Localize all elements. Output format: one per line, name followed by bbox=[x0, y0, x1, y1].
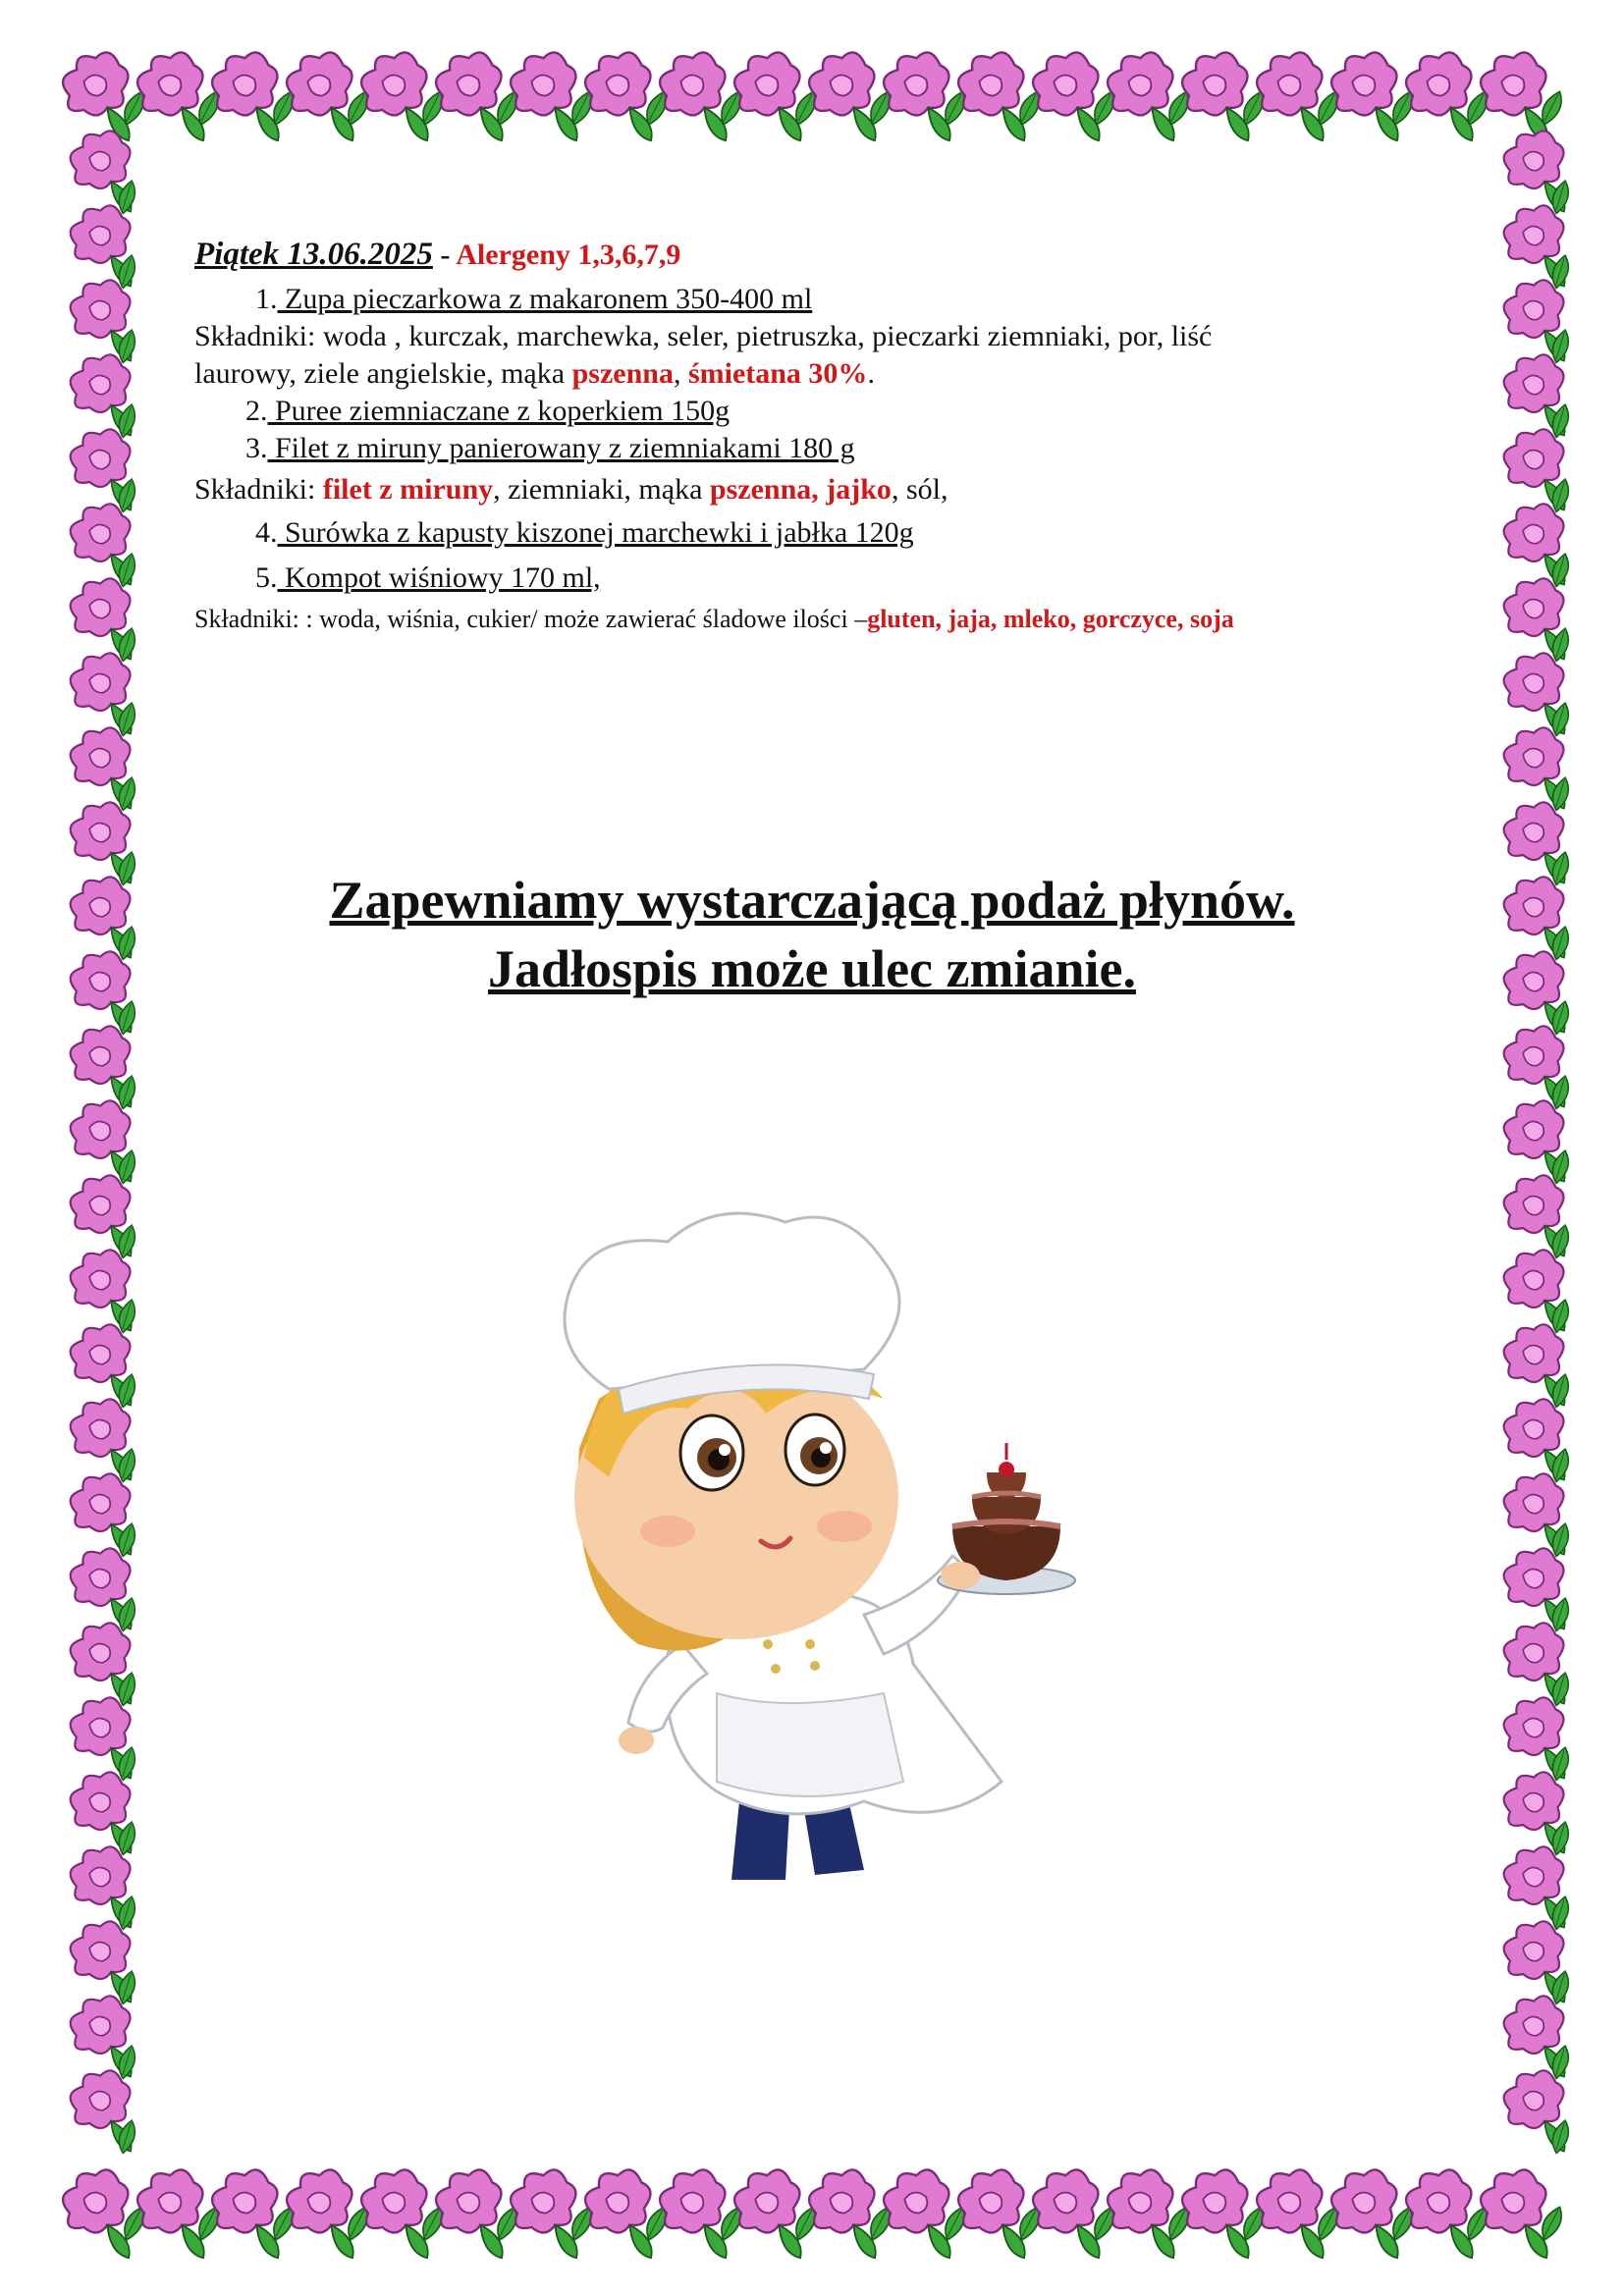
flower-icon bbox=[734, 52, 801, 140]
leaf-icon bbox=[492, 2204, 523, 2243]
flower-icon bbox=[63, 52, 130, 140]
ingredients-5 bbox=[194, 601, 1234, 638]
leaf-icon bbox=[1537, 88, 1568, 128]
flower-icon bbox=[1504, 1100, 1565, 1181]
leaf-icon bbox=[343, 2204, 374, 2243]
leaf-icon bbox=[1548, 2118, 1573, 2155]
menu-date-title: Piątek 13.06.2025 bbox=[194, 237, 433, 272]
flower-icon bbox=[71, 1697, 132, 1778]
item-number: 5. bbox=[255, 561, 278, 594]
leaf-icon bbox=[1548, 1745, 1573, 1782]
flower-icon bbox=[1504, 429, 1565, 509]
leaf-icon bbox=[115, 328, 139, 364]
leaf-icon bbox=[1548, 999, 1573, 1036]
leaf-icon bbox=[417, 2204, 449, 2243]
flower-icon bbox=[71, 280, 132, 360]
item-name: Kompot wiśniowy 170 ml, bbox=[277, 561, 601, 594]
flower-icon bbox=[71, 1996, 132, 2076]
flower-icon bbox=[212, 52, 279, 140]
leaf-icon bbox=[1089, 88, 1120, 128]
flower-icon bbox=[1504, 1473, 1565, 1554]
leaf-icon bbox=[1548, 1969, 1573, 2005]
leaf-icon bbox=[268, 2204, 299, 2243]
leaf-icon bbox=[1014, 2204, 1046, 2243]
leaf-icon bbox=[1548, 1298, 1573, 1334]
leaf-icon bbox=[1548, 626, 1573, 663]
leaf-icon bbox=[119, 2204, 150, 2243]
flower-icon bbox=[585, 52, 652, 140]
leaf-icon bbox=[115, 2118, 139, 2155]
leaf-icon bbox=[1548, 1372, 1573, 1409]
leaf-icon bbox=[268, 88, 299, 128]
leaf-icon bbox=[115, 626, 139, 663]
leaf-icon bbox=[1548, 2044, 1573, 2080]
leaf-icon bbox=[1548, 179, 1573, 215]
leaf-icon bbox=[1548, 477, 1573, 513]
flower-icon bbox=[71, 1026, 132, 1106]
leaf-icon bbox=[115, 2044, 139, 2080]
leaf-icon bbox=[115, 1671, 139, 1707]
flower-icon bbox=[71, 1623, 132, 1703]
flower-icon bbox=[1504, 653, 1565, 733]
flower-icon bbox=[71, 354, 132, 435]
flower-icon bbox=[1406, 2169, 1473, 2258]
leaf-icon bbox=[115, 1522, 139, 1558]
flower-icon bbox=[71, 429, 132, 509]
flower-icon bbox=[884, 52, 950, 140]
leaf-icon bbox=[115, 1223, 139, 1259]
leaf-icon bbox=[1548, 1148, 1573, 1185]
flower-icon bbox=[1504, 131, 1565, 211]
ingredients-1-line1: Składniki: woda , kurczak, marchewka, seler, pietruszka, pieczarki ziemniaki, por, liść bbox=[194, 320, 1213, 352]
leaf-icon bbox=[115, 1820, 139, 1856]
allergen-highlight: pszenna, jajko bbox=[709, 473, 892, 506]
flower-icon bbox=[1182, 2169, 1249, 2258]
leaf-icon bbox=[115, 1596, 139, 1632]
flower-icon bbox=[71, 504, 132, 584]
leaf-icon bbox=[1164, 2204, 1195, 2243]
menu-item-3 bbox=[245, 430, 855, 467]
flower-icon bbox=[1033, 2169, 1100, 2258]
menu-item-2 bbox=[245, 393, 730, 430]
flower-icon bbox=[1504, 1026, 1565, 1106]
leaf-icon bbox=[115, 1298, 139, 1334]
flower-icon bbox=[809, 2169, 876, 2258]
ingredients-text: Składniki: : woda, wiśnia, cukier/ może zawierać śladowe ilości – bbox=[194, 605, 868, 633]
ingredients-text: , ziemniaki, mąka bbox=[493, 473, 710, 506]
flower-icon bbox=[1504, 1623, 1565, 1703]
flower-icon bbox=[71, 1473, 132, 1554]
flower-icon bbox=[1033, 52, 1100, 140]
leaf-icon bbox=[115, 1148, 139, 1185]
flower-icon bbox=[1331, 52, 1398, 140]
flower-icon bbox=[958, 2169, 1025, 2258]
leaf-icon bbox=[492, 88, 523, 128]
flower-icon bbox=[71, 727, 132, 808]
flower-icon bbox=[1481, 52, 1547, 140]
flower-icon bbox=[1504, 1399, 1565, 1479]
item-number: 1. bbox=[255, 283, 278, 315]
menu-item-5 bbox=[255, 560, 601, 597]
menu-item-1 bbox=[255, 281, 812, 318]
item-name: Surówka z kapusty kiszonej marchewki i jabłka 120g bbox=[277, 516, 914, 549]
leaf-icon bbox=[1548, 1820, 1573, 1856]
item-name: Filet z miruny panierowany z ziemniakami 180 g bbox=[267, 432, 855, 464]
flower-icon bbox=[1504, 354, 1565, 435]
flower-icon bbox=[71, 1399, 132, 1479]
leaf-icon bbox=[1548, 402, 1573, 439]
flower-icon bbox=[1504, 1175, 1565, 1255]
leaf-icon bbox=[567, 88, 598, 128]
flower-icon bbox=[1504, 727, 1565, 808]
leaf-icon bbox=[940, 2204, 971, 2243]
leaf-icon bbox=[716, 88, 747, 128]
leaf-icon bbox=[641, 2204, 673, 2243]
leaf-icon bbox=[1548, 552, 1573, 588]
menu-item-4 bbox=[255, 514, 914, 552]
flower-icon bbox=[287, 52, 353, 140]
flower-icon bbox=[1504, 205, 1565, 286]
leaf-icon bbox=[115, 999, 139, 1036]
leaf-icon bbox=[115, 1969, 139, 2005]
item-name: Puree ziemniaczane z koperkiem 150g bbox=[267, 395, 731, 427]
flower-icon bbox=[137, 52, 204, 140]
leaf-icon bbox=[1238, 88, 1270, 128]
flower-icon bbox=[212, 2169, 279, 2258]
leaf-icon bbox=[1014, 88, 1046, 128]
notice-line-1: Zapewniamy wystarczającą podaż płynów. bbox=[329, 871, 1295, 930]
flower-icon bbox=[63, 2169, 130, 2258]
flower-icon bbox=[71, 653, 132, 733]
flower-icon bbox=[71, 1548, 132, 1629]
leaf-icon bbox=[343, 88, 374, 128]
flower-icon bbox=[511, 2169, 577, 2258]
leaf-icon bbox=[716, 2204, 747, 2243]
leaf-icon bbox=[115, 701, 139, 737]
ingredients-text: Składniki: bbox=[194, 473, 323, 506]
leaf-icon bbox=[567, 2204, 598, 2243]
leaf-icon bbox=[193, 2204, 225, 2243]
flower-icon bbox=[1504, 1921, 1565, 2002]
item-number: 4. bbox=[255, 516, 278, 549]
leaf-icon bbox=[1313, 2204, 1344, 2243]
flower-icon bbox=[660, 2169, 727, 2258]
leaf-icon bbox=[1548, 253, 1573, 290]
flower-icon bbox=[71, 2070, 132, 2151]
ingredients-text: , sól, bbox=[891, 473, 948, 506]
flower-icon bbox=[1504, 280, 1565, 360]
flower-icon bbox=[71, 131, 132, 211]
leaf-icon bbox=[1387, 88, 1419, 128]
leaf-icon bbox=[1313, 88, 1344, 128]
flower-icon bbox=[1504, 1846, 1565, 1927]
flower-icon bbox=[958, 52, 1025, 140]
leaf-icon bbox=[115, 1372, 139, 1409]
flower-icon bbox=[361, 52, 428, 140]
flower-icon bbox=[1108, 52, 1174, 140]
leaf-icon bbox=[790, 88, 822, 128]
flower-icon bbox=[71, 1100, 132, 1181]
flower-icon bbox=[1504, 1250, 1565, 1330]
flower-icon bbox=[71, 205, 132, 286]
leaf-icon bbox=[1548, 1447, 1573, 1483]
leaf-icon bbox=[1548, 328, 1573, 364]
flower-icon bbox=[1504, 1697, 1565, 1778]
item-name: Zupa pieczarkowa z makaronem 350-400 ml bbox=[277, 283, 813, 315]
leaf-icon bbox=[1548, 1596, 1573, 1632]
flower-icon bbox=[1504, 578, 1565, 659]
flower-icon bbox=[71, 1324, 132, 1405]
leaf-icon bbox=[115, 179, 139, 215]
leaf-icon bbox=[1462, 88, 1493, 128]
flower-icon bbox=[1504, 1324, 1565, 1405]
header-dash: - bbox=[432, 239, 457, 271]
item-number: 2. bbox=[245, 395, 268, 427]
leaf-icon bbox=[940, 88, 971, 128]
chef-girl-with-cake-icon bbox=[491, 1202, 1159, 1909]
ingredients-1-line2 bbox=[194, 355, 875, 393]
leaf-icon bbox=[1462, 2204, 1493, 2243]
leaf-icon bbox=[417, 88, 449, 128]
menu-header bbox=[194, 236, 680, 274]
leaf-icon bbox=[115, 552, 139, 588]
notice-line-2: Jadłospis może ulec zmianie. bbox=[488, 939, 1136, 998]
flower-icon bbox=[71, 1921, 132, 2002]
leaf-icon bbox=[115, 1447, 139, 1483]
flower-icon bbox=[585, 2169, 652, 2258]
leaf-icon bbox=[115, 1074, 139, 1110]
flower-icon bbox=[660, 52, 727, 140]
leaf-icon bbox=[1387, 2204, 1419, 2243]
leaf-icon bbox=[1089, 2204, 1120, 2243]
flower-icon bbox=[1406, 52, 1473, 140]
flower-icon bbox=[287, 2169, 353, 2258]
leaf-icon bbox=[1548, 1074, 1573, 1110]
flower-icon bbox=[1504, 2070, 1565, 2151]
item-number: 3. bbox=[245, 432, 268, 464]
leaf-icon bbox=[1537, 2204, 1568, 2243]
allergens-label: Alergeny 1,3,6,7,9 bbox=[456, 239, 681, 271]
ingredients-3 bbox=[194, 471, 947, 508]
leaf-icon bbox=[1164, 88, 1195, 128]
flower-icon bbox=[1481, 2169, 1547, 2258]
flower-icon bbox=[1504, 1548, 1565, 1629]
flower-icon bbox=[71, 1175, 132, 1255]
ingredients-text: , bbox=[673, 357, 688, 390]
flower-icon bbox=[511, 52, 577, 140]
leaf-icon bbox=[641, 88, 673, 128]
flower-icon bbox=[137, 2169, 204, 2258]
flower-icon bbox=[361, 2169, 428, 2258]
flower-icon bbox=[809, 52, 876, 140]
allergen-highlight: pszenna bbox=[571, 357, 674, 390]
flower-icon bbox=[1331, 2169, 1398, 2258]
leaf-icon bbox=[115, 402, 139, 439]
flower-icon bbox=[1504, 504, 1565, 584]
leaf-icon bbox=[1548, 1522, 1573, 1558]
leaf-icon bbox=[1548, 1895, 1573, 1931]
leaf-icon bbox=[790, 2204, 822, 2243]
leaf-icon bbox=[1548, 1223, 1573, 1259]
flower-icon bbox=[1504, 1996, 1565, 2076]
ingredients-text: . bbox=[867, 357, 875, 390]
leaf-icon bbox=[115, 1745, 139, 1782]
flower-icon bbox=[71, 1846, 132, 1927]
flower-icon bbox=[1504, 1772, 1565, 1852]
flower-icon bbox=[1182, 52, 1249, 140]
flower-icon bbox=[71, 1772, 132, 1852]
allergen-highlight: śmietana 30% bbox=[687, 357, 868, 390]
leaf-icon bbox=[193, 88, 225, 128]
flower-icon bbox=[71, 578, 132, 659]
flower-icon bbox=[1257, 2169, 1324, 2258]
flower-icon bbox=[436, 52, 503, 140]
leaf-icon bbox=[865, 2204, 896, 2243]
leaf-icon bbox=[119, 88, 150, 128]
flower-icon bbox=[1257, 52, 1324, 140]
leaf-icon bbox=[115, 477, 139, 513]
leaf-icon bbox=[1548, 775, 1573, 812]
leaf-icon bbox=[115, 253, 139, 290]
flower-icon bbox=[436, 2169, 503, 2258]
flower-icon bbox=[71, 1250, 132, 1330]
leaf-icon bbox=[1548, 701, 1573, 737]
leaf-icon bbox=[1238, 2204, 1270, 2243]
flower-icon bbox=[1108, 2169, 1174, 2258]
allergen-highlight: gluten, jaja, mleko, gorczyce, soja bbox=[867, 605, 1234, 633]
ingredients-text: laurowy, ziele angielskie, mąka bbox=[194, 357, 572, 390]
leaf-icon bbox=[1548, 1671, 1573, 1707]
flower-icon bbox=[734, 2169, 801, 2258]
leaf-icon bbox=[865, 88, 896, 128]
allergen-highlight: filet z miruny bbox=[322, 473, 494, 506]
leaf-icon bbox=[115, 775, 139, 812]
flower-icon bbox=[884, 2169, 950, 2258]
leaf-icon bbox=[115, 1895, 139, 1931]
